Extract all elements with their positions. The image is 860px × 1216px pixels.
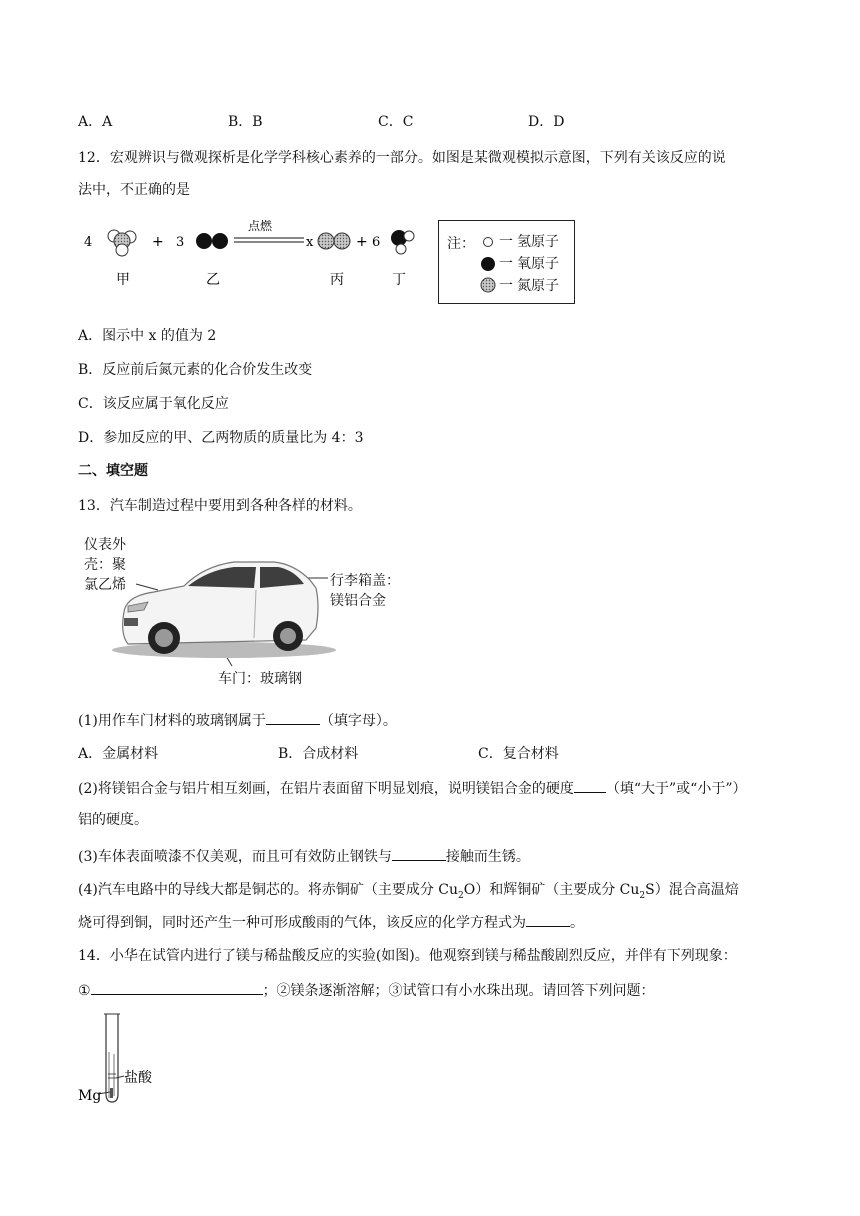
q12-option-d: D．参加反应的甲、乙两物质的质量比为 4：3 [78, 430, 364, 446]
label-bing: 丙 [330, 272, 344, 288]
q13-sub3-tail: 接触而生锈。 [445, 849, 530, 865]
condition-text: 点燃 [248, 219, 273, 233]
q11-option-d: D．D [528, 114, 565, 130]
coef-bing: x [306, 235, 314, 250]
car-label-left-2: 壳：聚 [84, 557, 126, 573]
car-label-left-3: 氯乙烯 [84, 577, 126, 593]
car-label-right-2: 镁铝合金 [330, 593, 386, 609]
legend-dash-h: 一 [499, 234, 513, 250]
test-tube-icon [78, 1012, 188, 1112]
q14-stem-line1: 14．小华在试管内进行了镁与稀盐酸反应的实验(如图)。他观察到镁与稀盐酸剧烈反应，并伴有下列现象： [78, 948, 737, 964]
q11-option-a: A．A [78, 114, 113, 130]
section-heading: 二、填空题 [78, 463, 148, 479]
q13-sub1-option-c: C．复合材料 [478, 746, 559, 762]
q12-stem-line2: 法中，不正确的是 [78, 182, 190, 198]
plus-2: + [356, 234, 368, 250]
q13-sub4-subscript-2: 2 [639, 890, 646, 901]
nitrogen-molecule [318, 233, 350, 249]
q13-sub1-tail: （填字母）。 [319, 713, 397, 729]
plus-1: + [152, 234, 164, 250]
coef-yi: 3 [176, 235, 185, 250]
q12-option-b: B．反应前后氮元素的化合价发生改变 [78, 362, 313, 378]
q13-sub4-subscript-1: 2 [458, 890, 464, 901]
q13-sub4-blank[interactable] [526, 912, 570, 927]
q13-sub2-hint: （填“大于”或“小于”） [605, 781, 747, 797]
q13-sub4 [78, 880, 739, 906]
q13-stem: 13．汽车制造过程中要用到各种各样的材料。 [78, 498, 362, 514]
q11-option-b: B．B [228, 114, 263, 130]
label-ding: 丁 [392, 272, 406, 288]
car-figure [84, 534, 424, 690]
q13-sub4-text-c: S）混合高温焙 [645, 882, 739, 898]
q11-option-c: C．C [378, 114, 414, 130]
acid-label: 盐酸 [124, 1070, 152, 1086]
mg-label: Mg [78, 1088, 102, 1104]
legend-box [438, 220, 575, 304]
q13-sub2 [78, 778, 746, 799]
water-molecule [391, 230, 414, 254]
legend-dash-o: 一 [499, 256, 513, 272]
q14-circle-1: ① [78, 983, 91, 999]
q13-sub4-text-d: 烧可得到铜，同时还产生一种可形成酸雨的气体，该反应的化学方程式为 [78, 915, 526, 931]
q12-stem-line1: 12．宏观辨识与微观探析是化学学科核心素养的一部分。如图是某微观模拟示意图，下列有关该反应的说 [78, 150, 726, 166]
legend-title: 注： [447, 236, 475, 252]
q14-stem-line2-rest: ；②镁条逐渐溶解；③试管口有小水珠出现。请回答下列问题： [262, 983, 655, 999]
legend-nitrogen: 氮原子 [517, 278, 559, 294]
car-icon [84, 534, 424, 668]
q13-sub3-text: (3)车体表面喷漆不仅美观，而且可有效防止钢铁与 [78, 849, 392, 865]
q13-sub2-text: (2)将镁铝合金与铝片相互刻画，在铝片表面留下明显划痕，说明镁铝合金的硬度 [78, 781, 574, 797]
label-jia: 甲 [116, 272, 130, 288]
car-label-bottom: 车门：玻璃钢 [218, 671, 302, 687]
q13-sub1-option-a: A．金属材料 [78, 746, 159, 762]
q13-sub4-line2 [78, 912, 584, 933]
q13-sub2-line2: 铝的硬度。 [78, 812, 148, 828]
q13-sub3 [78, 846, 530, 867]
legend-dash-n: 一 [499, 278, 513, 294]
q13-sub2-blank[interactable] [574, 778, 606, 793]
coef-ding: 6 [372, 235, 381, 250]
q14-stem-line2 [78, 980, 655, 1001]
legend-hydrogen: 氢原子 [517, 234, 559, 250]
ammonia-molecule [108, 230, 136, 256]
label-yi: 乙 [206, 272, 220, 288]
car-label-left-1: 仪表外 [84, 537, 126, 553]
q12-option-a: A．图示中 x 的值为 2 [78, 328, 217, 344]
molecule-diagram [78, 216, 438, 306]
coef-jia: 4 [84, 235, 93, 250]
q13-sub1-blank[interactable] [266, 710, 320, 725]
test-tube-figure [78, 1012, 188, 1112]
car-label-right-1: 行李箱盖： [330, 573, 400, 589]
q12-option-c: C．该反应属于氧化反应 [78, 396, 229, 412]
legend-oxygen: 氧原子 [517, 256, 559, 272]
q13-sub4-text-b: O）和辉铜矿（主要成分 Cu [463, 882, 640, 898]
oxygen-molecule [196, 233, 228, 249]
q13-sub4-text-a: (4)汽车电路中的导线大都是铜芯的。将赤铜矿（主要成分 Cu [78, 882, 459, 898]
q13-sub3-blank[interactable] [392, 846, 446, 861]
q14-blank-1[interactable] [91, 980, 263, 995]
q13-sub1 [78, 710, 397, 731]
q13-sub4-text-e: 。 [570, 915, 584, 931]
q13-sub1-option-b: B．合成材料 [278, 746, 359, 762]
q13-sub1-text: (1)用作车门材料的玻璃钢属于 [78, 713, 266, 729]
